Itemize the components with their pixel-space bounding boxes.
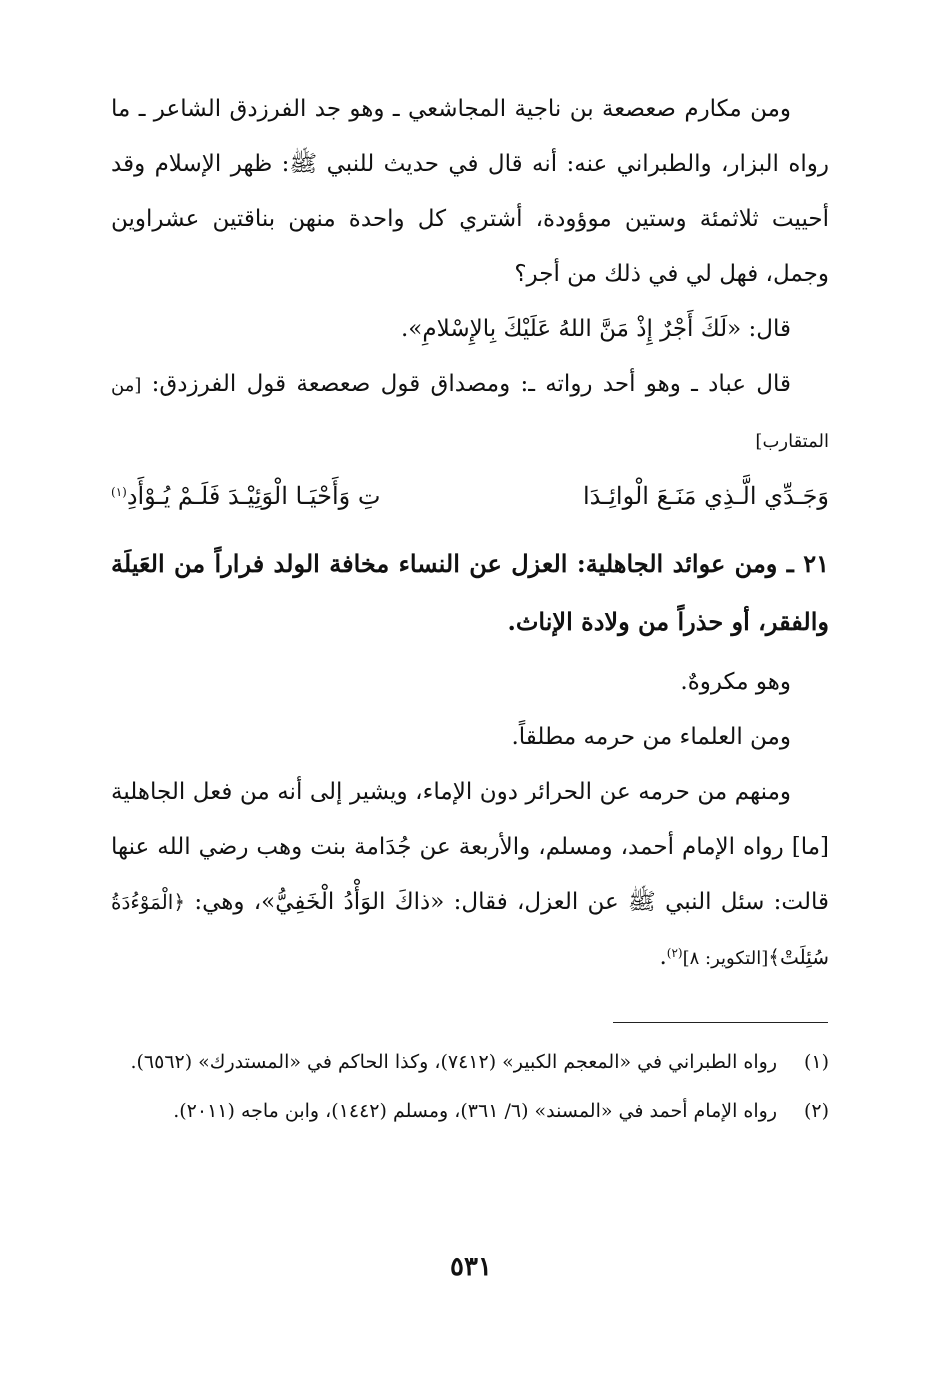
- paragraph-judama: [111, 765, 829, 986]
- footnotes-section: [111, 1038, 829, 1136]
- quran-citation: [التكوير: ٨]: [682, 948, 769, 969]
- footnote-divider: [613, 1022, 828, 1023]
- judama-end: .: [659, 944, 667, 970]
- footnote-text: رواه الطبراني في «المعجم الكبير» (٧٤١٢)، وكذا الحاكم في «المستدرك» (٦٥٦٢).: [130, 1051, 777, 1073]
- footnote-marker-2: (٢): [666, 946, 683, 960]
- footnote-number: (٢): [803, 1100, 829, 1122]
- footnote-text: رواه الإمام أحمد في «المسند» (٦/ ٣٦١)، ومسلم (١٤٤٢)، وابن ماجه (٢٠١١).: [173, 1100, 777, 1122]
- paragraph-makruh: وهو مكروهٌ.: [680, 669, 791, 695]
- paragraph-prophet-reply: قال: «لَكَ أَجْرٌ إِذْ مَنَّ اللهُ عَلَيْكَ بِالإِسْلامِ».: [400, 316, 791, 342]
- verse-hemistich-first: وَجَـدِّي الَّـذِي مَنَـعَ الْوائِـدَا: [582, 482, 829, 510]
- main-text: [111, 82, 829, 986]
- paragraph-sasaa: ومن مكارم صعصعة بن ناجية المجاشعي ـ وهو جد الفرزدق الشاعر ـ ما رواه البزار، والطبراني عنه: أنه قال في حديث للنبي ﷺ: ظهر الإسلام وقد أحييت ثلاثمئة وستين موؤودة، أشتري كل واحدة منهن بناقتين عشراوين وجمل، فهل لي في ذلك من أجر؟: [111, 96, 829, 287]
- verse-hemistich-second: [111, 467, 380, 525]
- paragraph-haram: ومن العلماء من حرمه مطلقاً.: [511, 724, 791, 750]
- section-heading-21: ٢١ ـ ومن عوائد الجاهلية: العزل عن النساء مخافة الولد فراراً من العَيلَة والفقر، أو حذراً من ولادة الإناث.: [111, 549, 829, 636]
- meter-label: [من المتقارب]: [111, 375, 829, 452]
- paragraph-abbad: [111, 357, 829, 469]
- quran-verse: ﴿الْمَوْءُدَةُ سُئِلَتْ﴾: [111, 890, 829, 969]
- abbad-text: قال عباد ـ وهو أحد رواته ـ: ومصداق قول صعصعة قول الفرزدق:: [151, 371, 791, 397]
- footnote-number: (١): [803, 1051, 829, 1073]
- judama-text: ومنهم من حرمه عن الحرائر دون الإماء، ويشير إلى أنه من فعل الجاهلية [ما] رواه الإمام أحمد، ومسلم، والأربعة عن جُدَامة بنت وهب رضي الله عنها قالت: سئل النبي ﷺ عن العزل، فقال: «ذاكَ الوَأْدُ الْخَفِيُّ»، وهي:: [111, 779, 829, 915]
- footnote-marker-1: (١): [111, 485, 127, 499]
- footnote-2: [111, 1087, 829, 1136]
- footnote-1: [111, 1038, 829, 1087]
- poetry-verse: [111, 467, 829, 525]
- verse-hemistich-second-text: تِ وَأَحْيَـا الْوَئِيْـدَ فَلَـمْ يُـوْأَدِ: [126, 482, 381, 510]
- page-number: ٥٣١: [450, 1252, 492, 1282]
